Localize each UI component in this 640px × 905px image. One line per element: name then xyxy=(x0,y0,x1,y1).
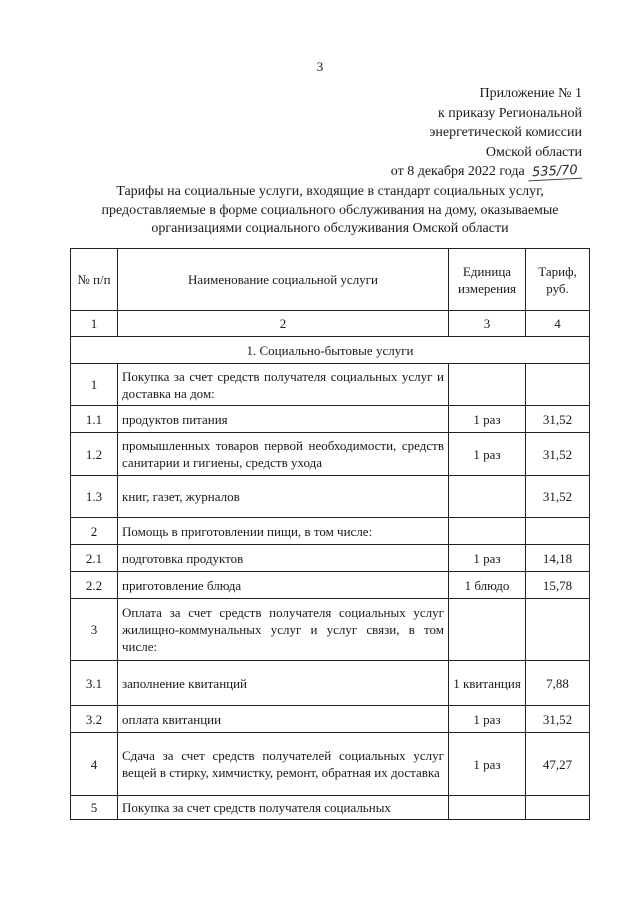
row-name: Оплата за счет средств получателя социальных услуг жилищно-коммунальных услуг и услуг связи, в том числе: xyxy=(118,599,449,661)
approval-line-4: Омской области xyxy=(485,144,582,160)
tariffs-table xyxy=(70,248,590,820)
row-unit: 1 квитанция xyxy=(449,661,526,706)
index-col-4: 4 xyxy=(526,311,590,337)
row-unit: 1 раз xyxy=(449,406,526,433)
row-num: 3.2 xyxy=(71,706,118,733)
row-num: 1.1 xyxy=(71,406,118,433)
document-title xyxy=(70,183,590,239)
header-unit: Единица измерения xyxy=(449,249,526,311)
row-price: 31,52 xyxy=(526,706,590,733)
row-num: 5 xyxy=(71,796,118,820)
table-row xyxy=(71,661,590,706)
row-name: Покупка за счет средств получателя социальных услуг и доставка на дом: xyxy=(118,364,449,406)
row-num: 1.3 xyxy=(71,476,118,518)
title-line-1: Тарифы на социальные услуги, входящие в стандарт социальных услуг, xyxy=(116,184,544,199)
row-unit xyxy=(449,518,526,545)
table-index-row xyxy=(71,311,590,337)
row-price: 47,27 xyxy=(526,733,590,796)
header-price: Тариф, руб. xyxy=(526,249,590,311)
row-unit xyxy=(449,364,526,406)
row-price: 31,52 xyxy=(526,433,590,476)
table-row xyxy=(71,406,590,433)
approval-date: от 8 декабря 2022 года xyxy=(390,164,525,179)
table-row xyxy=(71,545,590,572)
row-num: 4 xyxy=(71,733,118,796)
row-num: 2.1 xyxy=(71,545,118,572)
section-row xyxy=(71,337,590,364)
row-price: 15,78 xyxy=(526,572,590,599)
row-name: Помощь в приготовлении пищи, в том числе: xyxy=(118,518,449,545)
table-row xyxy=(71,796,590,820)
index-col-1: 1 xyxy=(71,311,118,337)
table-row xyxy=(71,733,590,796)
row-unit: 1 блюдо xyxy=(449,572,526,599)
row-num: 2.2 xyxy=(71,572,118,599)
table-row xyxy=(71,433,590,476)
header-num: № п/п xyxy=(71,249,118,311)
table-row xyxy=(71,572,590,599)
row-name: приготовление блюда xyxy=(118,572,449,599)
row-price xyxy=(526,796,590,820)
row-num: 2 xyxy=(71,518,118,545)
table-row xyxy=(71,518,590,545)
approval-line-2: к приказу Региональной xyxy=(437,105,582,121)
approval-line-1: Приложение № 1 xyxy=(479,86,582,101)
order-number-handwritten: 535/70 xyxy=(528,163,583,182)
row-name: оплата квитанции xyxy=(118,706,449,733)
table-row xyxy=(71,476,590,518)
row-price xyxy=(526,364,590,406)
index-col-2: 2 xyxy=(118,311,449,337)
row-num: 3.1 xyxy=(71,661,118,706)
row-name: Сдача за счет средств получателей социальных услуг вещей в стирку, химчистку, ремонт, обратная их доставка xyxy=(118,733,449,796)
row-name: промышленных товаров первой необходимости, средств санитарии и гигиены, средств ухода xyxy=(118,433,449,476)
row-unit xyxy=(449,476,526,518)
row-unit xyxy=(449,796,526,820)
row-unit: 1 раз xyxy=(449,433,526,476)
row-name: заполнение квитанций xyxy=(118,661,449,706)
row-num: 3 xyxy=(71,599,118,661)
section-title: 1. Социально-бытовые услуги xyxy=(71,337,590,364)
approval-line-3: энергетической комиссии xyxy=(429,125,582,140)
header-name: Наименование социальной услуги xyxy=(118,249,449,311)
row-price: 31,52 xyxy=(526,406,590,433)
table-header-row xyxy=(71,249,590,311)
approval-block xyxy=(391,84,582,182)
row-unit: 1 раз xyxy=(449,545,526,572)
row-unit xyxy=(449,599,526,661)
row-num: 1.2 xyxy=(71,433,118,476)
row-name: Покупка за счет средств получателя социальных xyxy=(118,796,449,820)
index-col-3: 3 xyxy=(449,311,526,337)
row-name: подготовка продуктов xyxy=(118,545,449,572)
table-row xyxy=(71,706,590,733)
row-name: продуктов питания xyxy=(118,406,449,433)
table-row xyxy=(71,364,590,406)
row-unit: 1 раз xyxy=(449,733,526,796)
row-price xyxy=(526,518,590,545)
title-line-2: предоставляемые в форме социального обслуживания на дому, оказываемые xyxy=(101,202,559,218)
row-price: 7,88 xyxy=(526,661,590,706)
row-unit: 1 раз xyxy=(449,706,526,733)
row-name: книг, газет, журналов xyxy=(118,476,449,518)
approval-date-line xyxy=(391,162,582,182)
table-row xyxy=(71,599,590,661)
title-line-3: организациями социального обслуживания Омской области xyxy=(151,221,509,236)
row-price: 31,52 xyxy=(526,476,590,518)
page-number: 3 xyxy=(316,59,324,74)
row-price xyxy=(526,599,590,661)
row-num: 1 xyxy=(71,364,118,406)
row-price: 14,18 xyxy=(526,545,590,572)
